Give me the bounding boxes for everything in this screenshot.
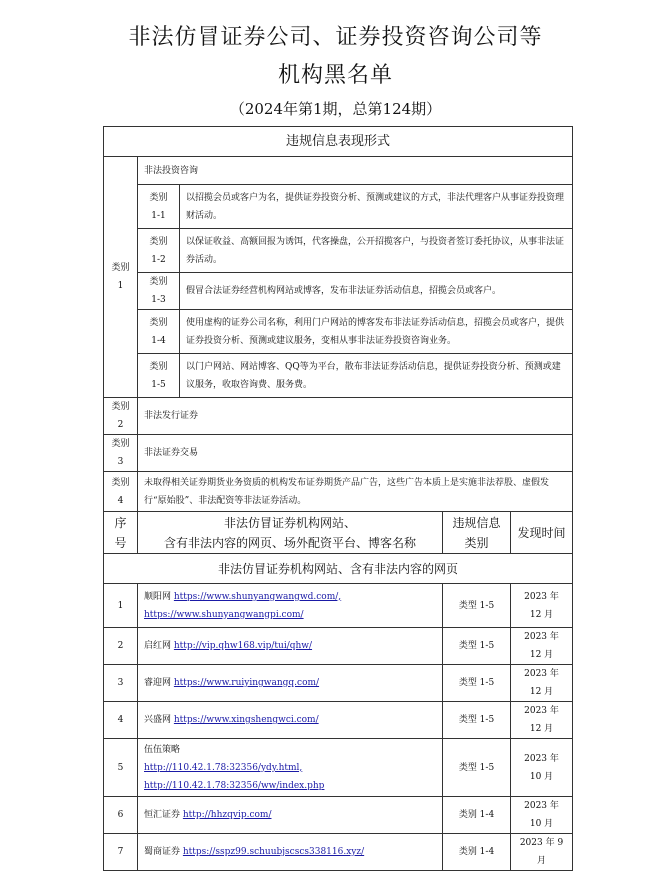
cat1-3-code: 类别 1-3 [138, 273, 180, 310]
row-link[interactable]: http://110.42.1.78:32356/ww/index.php [144, 780, 325, 791]
col-date-header: 发现时间 [511, 512, 573, 554]
row-date: 2023 年 12 月 [511, 584, 573, 628]
cat1-1-row [104, 185, 573, 229]
col-name-header-line2: 含有非法内容的网页、场外配资平台、博客名称 [163, 535, 416, 550]
cat3-text: 非法证券交易 [138, 435, 573, 472]
row-type: 类型 1-5 [443, 665, 511, 702]
row-type: 类型 1-5 [443, 702, 511, 739]
cat1-label: 类别 1 [104, 157, 138, 398]
cat1-4-row [104, 310, 573, 354]
doc-title-line2: 机构黑名单 [277, 63, 393, 88]
row-no: 7 [104, 834, 138, 871]
row-name: 蜀商证券 [144, 847, 181, 857]
cat1-1-text: 以招揽会员或客户为名，提供证券投资分析、预测或建议的方式，非法代理客户从事证券投资理财活动。 [180, 185, 573, 229]
row-name-cell [138, 834, 443, 871]
row-no: 6 [104, 797, 138, 834]
cat1-5-row [104, 354, 573, 398]
cat1-2-text: 以保证收益、高额回报为诱饵，代客操盘，公开招揽客户，与投资者签订委托协议，从事非法证券活动。 [180, 229, 573, 273]
cat1-3-row [104, 273, 573, 310]
cat1-4-text: 使用虚构的证券公司名称，利用门户网站的博客发布非法证券活动信息，招揽会员或客户，提供证券投资分析、预测或建议服务，变相从事非法证券投资咨询业务。 [180, 310, 573, 354]
cat1-name-row [104, 157, 573, 185]
row-name: 启红网 [144, 641, 172, 651]
list-section-title: 非法仿冒证券机构网站、含有非法内容的网页 [104, 554, 573, 584]
col-type-header: 违规信息类别 [443, 512, 511, 554]
row-name-cell [138, 584, 443, 628]
row-link[interactable]: http://hhzqvip.com/ [182, 810, 272, 820]
cat1-2-row [104, 229, 573, 273]
doc-subtitle: （2024年第1期，总第124期） [229, 100, 442, 118]
table-row [104, 797, 573, 834]
cat1-4-code: 类别 1-4 [138, 310, 180, 354]
table-row [104, 834, 573, 871]
doc-title-line1: 非法仿冒证券公司、证券投资咨询公司等 [128, 25, 543, 50]
row-name-cell [138, 739, 443, 797]
row-name-cell [138, 702, 443, 739]
cat1-3-text: 假冒合法证券经营机构网站或博客，发布非法证券活动信息，招揽会员或客户。 [180, 273, 573, 310]
table-row [104, 702, 573, 739]
list-section-row [104, 554, 573, 584]
row-date: 2023 年 10 月 [511, 739, 573, 797]
row-no: 5 [104, 739, 138, 797]
table-row [104, 584, 573, 628]
row-name-cell [138, 628, 443, 665]
row-date: 2023 年 9 月 [511, 834, 573, 871]
cat4-label: 类别 4 [104, 472, 138, 512]
forms-header: 违规信息表现形式 [104, 127, 573, 157]
cat4-text: 未取得相关证券期货业务资质的机构发布证券期货产品广告，这些广告本质上是实施非法荐股、虚假发行“原始股”、非法配资等非法证券活动。 [138, 472, 573, 512]
row-name-cell [138, 797, 443, 834]
row-no: 2 [104, 628, 138, 665]
row-link[interactable]: https://www.shunyangwangpi.com/ [144, 609, 304, 620]
table-row [104, 665, 573, 702]
cat3-row [104, 435, 573, 472]
cat2-text: 非法发行证券 [138, 398, 573, 435]
row-link[interactable]: https://www.xingshengwci.com/ [173, 715, 319, 725]
row-link[interactable]: https://sspz99.schuubjscscs338116.xyz/ [182, 847, 365, 857]
row-name-cell [138, 665, 443, 702]
table-row [104, 739, 573, 797]
row-link[interactable]: https://www.shunyangwangwd.com/, [173, 591, 342, 602]
cat1-2-code: 类别 1-2 [138, 229, 180, 273]
row-name: 兴盛网 [144, 715, 172, 725]
row-name: 伍伍策略 [144, 744, 181, 755]
cat4-row [104, 472, 573, 512]
row-type: 类型 1-5 [443, 584, 511, 628]
row-name: 睿迎网 [144, 678, 172, 688]
row-date: 2023 年 12 月 [511, 665, 573, 702]
row-type: 类别 1-4 [443, 834, 511, 871]
col-name-header-line1: 非法仿冒证券机构网站、 [223, 515, 356, 530]
table-row [104, 628, 573, 665]
row-link[interactable]: http://vip.qhw168.vip/tui/qhw/ [173, 641, 313, 651]
row-no: 4 [104, 702, 138, 739]
row-no: 1 [104, 584, 138, 628]
cat1-name: 非法投资咨询 [138, 157, 573, 185]
row-date: 2023 年 12 月 [511, 702, 573, 739]
row-date: 2023 年 10 月 [511, 797, 573, 834]
row-name: 顺阳网 [144, 591, 172, 602]
row-link[interactable]: https://www.ruiyingwangq.com/ [173, 678, 320, 688]
col-no-header: 序号 [104, 512, 138, 554]
cat3-label: 类别 3 [104, 435, 138, 472]
cat2-label: 类别 2 [104, 398, 138, 435]
cat1-5-code: 类别 1-5 [138, 354, 180, 398]
row-type: 类别 1-4 [443, 797, 511, 834]
col-name-header [138, 512, 443, 554]
list-header-row [104, 512, 573, 554]
row-date: 2023 年 12 月 [511, 628, 573, 665]
row-type: 类型 1-5 [443, 628, 511, 665]
row-type: 类型 1-5 [443, 739, 511, 797]
row-link[interactable]: http://110.42.1.78:32356/ydy.html, [144, 762, 303, 773]
row-no: 3 [104, 665, 138, 702]
row-name: 恒汇证券 [144, 810, 181, 820]
cat2-row [104, 398, 573, 435]
cat1-5-text: 以门户网站、网站博客、QQ等为平台，散布非法证券活动信息，提供证券投资分析、预测或建议服务，收取咨询费、服务费。 [180, 354, 573, 398]
cat1-1-code: 类别 1-1 [138, 185, 180, 229]
blacklist-table [103, 126, 573, 871]
forms-header-row [104, 127, 573, 157]
